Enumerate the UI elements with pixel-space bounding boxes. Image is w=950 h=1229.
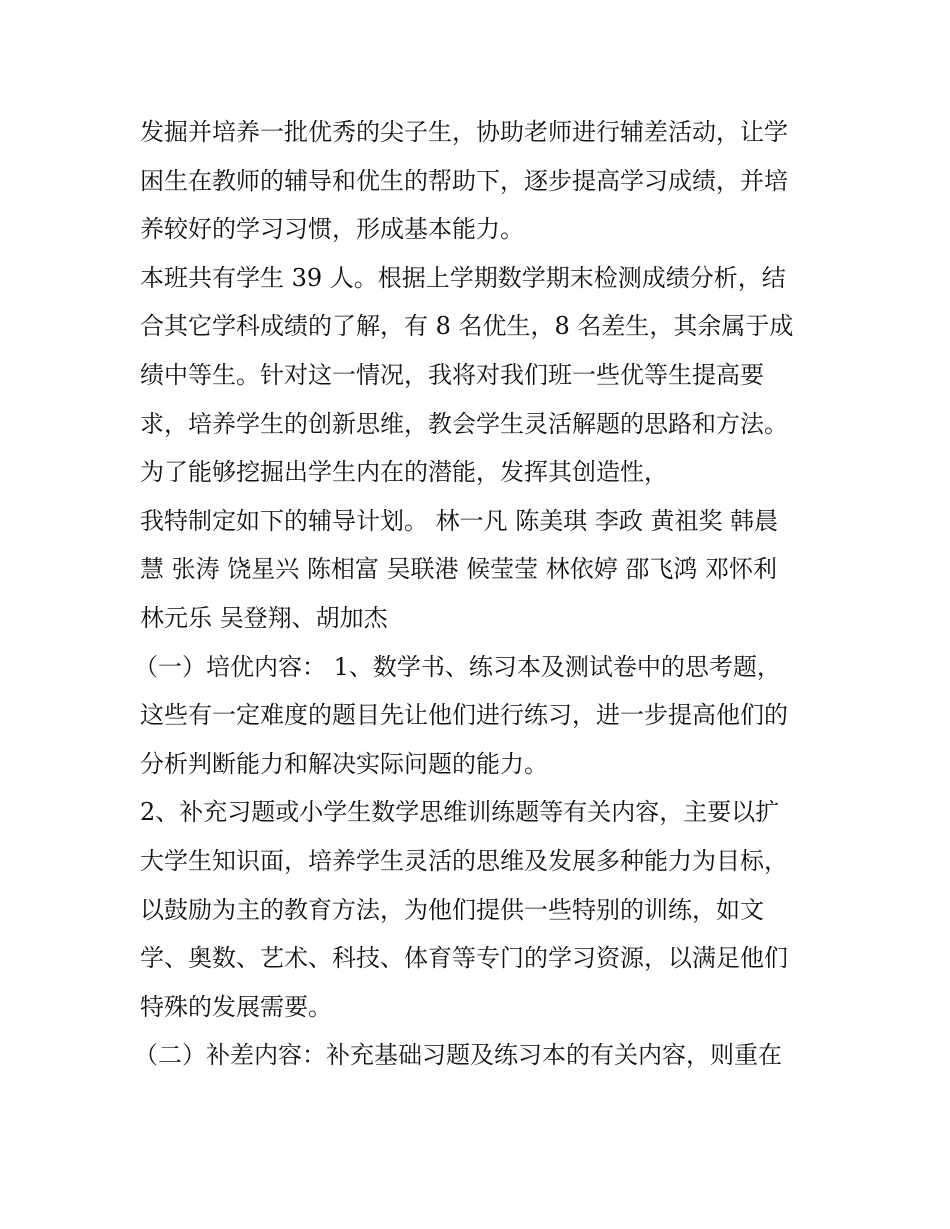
text-line: 我特制定如下的辅导计划。 林一凡 陈美琪 李政 黄祖奖 韩晨 [140, 506, 779, 535]
text-line: 求，培养学生的创新思维，教会学生灵活解题的思路和方法。 [140, 409, 788, 438]
text-line: 2、补充习题或小学生数学思维训练题等有关内容，主要以扩 [140, 798, 780, 827]
text-line: 学、奥数、艺术、科技、体育等专门的学习资源，以满足他们 [140, 944, 788, 973]
text-line: 以鼓励为主的教育方法，为他们提供一些特别的训练，如文 [140, 895, 764, 924]
text-line: 困生在教师的辅导和优生的帮助下，逐步提高学习成绩，并培 [140, 166, 788, 195]
text-line: 绩中等生。针对这一情况，我将对我们班一些优等生提高要 [140, 360, 764, 389]
text-line: 特殊的发展需要。 [140, 992, 332, 1021]
text-line: 林元乐 吴登翔、胡加杰 [140, 603, 388, 632]
text-line: 合其它学科成绩的了解，有 8 名优生，8 名差生，其余属于成 [140, 312, 794, 341]
text-line: 大学生知识面，培养学生灵活的思维及发展多种能力为目标， [140, 846, 788, 875]
text-line: 发掘并培养一批优秀的尖子生，协助老师进行辅差活动，让学 [140, 118, 788, 146]
text-line: 本班共有学生 39 人。根据上学期数学期末检测成绩分析，结 [140, 263, 786, 292]
text-line: 慧 张涛 饶星兴 陈相富 吴联港 候莹莹 林依婷 邵飞鸿 邓怀利 [140, 555, 778, 584]
text-line: 为了能够挖掘出学生内在的潜能，发挥其创造性， [140, 458, 668, 487]
text-line: 这些有一定难度的题目先让他们进行练习，进一步提高他们的 [140, 701, 788, 730]
text-line: 分析判断能力和解决实际问题的能力。 [140, 749, 548, 778]
document-body [134, 108, 820, 1080]
section-heading-line: （一）培优内容： 1、数学书、练习本及测试卷中的思考题， [134, 652, 781, 681]
text-line: 养较好的学习习惯，形成基本能力。 [140, 215, 524, 244]
section-heading-line: （二）补差内容：补充基础习题及练习本的有关内容，则重在 [134, 1041, 782, 1070]
